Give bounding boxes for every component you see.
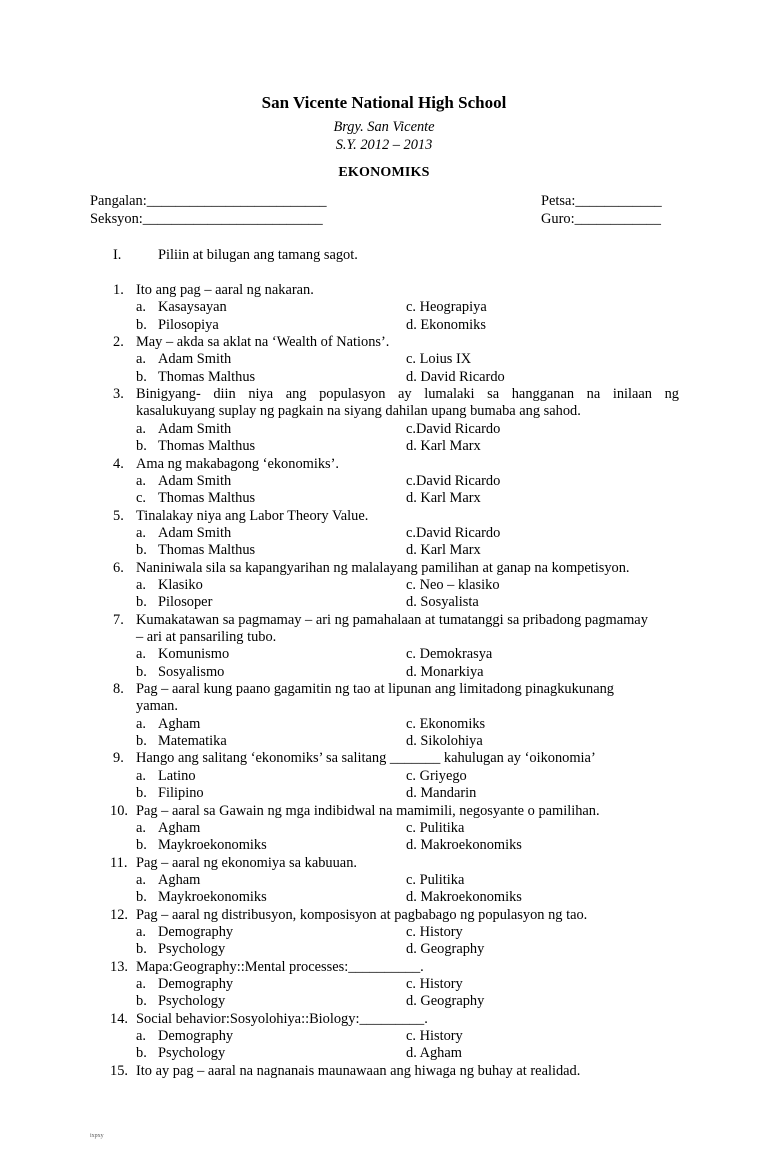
option-text: Klasiko (158, 576, 203, 593)
option-text: Thomas Malthus (158, 368, 256, 385)
option-right: d. Sosyalista (406, 594, 479, 611)
option-letter: a. (136, 923, 146, 940)
option-right: c. Demokrasya (406, 646, 493, 663)
option-right: d. Karl Marx (406, 438, 481, 455)
option-letter: a. (136, 1028, 146, 1045)
option-letter: b. (136, 837, 147, 854)
option-right: d. Geography (406, 941, 485, 958)
option-letter: a. (136, 472, 146, 489)
option-text: Demography (158, 1028, 234, 1045)
option-letter: b. (136, 663, 147, 680)
option-right: d. Geography (406, 993, 485, 1010)
option-letter: a. (136, 871, 146, 888)
option-letter: b. (136, 1045, 147, 1062)
instruction-numeral: I. (113, 247, 122, 263)
option-right: c.David Ricardo (406, 472, 501, 489)
question-text: Social behavior:Sosyolohiya::Biology:_________. (136, 1010, 428, 1027)
question-number: 14. (110, 1010, 128, 1027)
option-text: Demography (158, 923, 234, 940)
question-text: Tinalakay niya ang Labor Theory Value. (136, 507, 369, 524)
question-number: 6. (113, 559, 124, 576)
question-text: Hango ang salitang ‘ekonomiks’ sa salitang _______ kahulugan ay ‘oikonomia’ (136, 750, 596, 767)
option-text: Matematika (158, 733, 227, 750)
question-number: 11. (110, 854, 128, 871)
school-year: S.Y. 2012 – 2013 (335, 137, 433, 153)
instruction-text: Piliin at bilugan ang tamang sagot. (158, 247, 358, 263)
question-number: 12. (110, 906, 128, 923)
option-letter: a. (136, 767, 146, 784)
question-number: 8. (113, 681, 124, 698)
option-text: Agham (158, 715, 201, 732)
question-text: May – akda sa aklat na ‘Wealth of Nations’. (136, 334, 390, 351)
option-text: Pilosoper (158, 594, 213, 611)
option-letter: b. (136, 368, 147, 385)
option-letter: b. (136, 316, 147, 333)
option-text: Latino (158, 767, 196, 784)
option-text: Filipino (158, 785, 204, 802)
option-letter: a. (136, 420, 146, 437)
option-right: d. Karl Marx (406, 490, 481, 507)
option-right: c. Pulitika (406, 871, 465, 888)
option-letter: b. (136, 889, 147, 906)
option-right: d. Agham (406, 1045, 462, 1062)
option-right: c. Loius IX (406, 351, 472, 368)
option-letter: b. (136, 941, 147, 958)
option-letter: c. (136, 490, 146, 507)
option-text: Kasaysayan (158, 299, 227, 316)
option-right: d. Ekonomiks (406, 316, 486, 333)
option-right: d. Karl Marx (406, 542, 481, 559)
option-right: c. Heograpiya (406, 299, 487, 316)
subject-title: EKONOMIKS (338, 165, 430, 180)
option-right: c. History (406, 1028, 463, 1045)
option-text: Adam Smith (158, 420, 232, 437)
option-right: c. Pulitika (406, 819, 465, 836)
question-text: Binigyang- diin niya ang populasyon ay lumalaki sa hangganan na inilaan ng (136, 386, 679, 403)
option-letter: a. (136, 576, 146, 593)
option-letter: a. (136, 715, 146, 732)
option-letter: b. (136, 438, 147, 455)
footer-mark: ixpxy (90, 1133, 104, 1139)
option-text: Agham (158, 871, 201, 888)
option-text: Adam Smith (158, 472, 232, 489)
option-letter: b. (136, 785, 147, 802)
question-number: 5. (113, 507, 124, 524)
teacher-field: Guro:____________ (541, 211, 661, 227)
option-letter: a. (136, 299, 146, 316)
option-letter: b. (136, 542, 147, 559)
option-right: c. History (406, 976, 463, 992)
question-number: 1. (113, 282, 124, 298)
option-letter: a. (136, 819, 146, 836)
option-right: c. Neo – klasiko (406, 576, 500, 593)
question-text: Mapa:Geography::Mental processes:__________. (136, 958, 424, 975)
question-number: 4. (113, 455, 124, 472)
school-name: San Vicente National High School (261, 93, 507, 112)
option-letter: a. (136, 646, 146, 663)
option-text: Thomas Malthus (158, 490, 256, 507)
date-field: Petsa:____________ (541, 193, 662, 209)
option-letter: a. (136, 976, 146, 992)
option-letter: b. (136, 993, 147, 1010)
question-number: 15. (110, 1062, 128, 1079)
option-letter: b. (136, 594, 147, 611)
question-text: Ama ng makabagong ‘ekonomiks’. (136, 455, 340, 472)
option-right: d. Makroekonomiks (406, 889, 522, 906)
option-right: c. History (406, 923, 463, 940)
option-text: Thomas Malthus (158, 542, 256, 559)
option-text: Sosyalismo (158, 663, 225, 680)
question-text: – ari at pansariling tubo. (136, 629, 277, 645)
option-right: d. Mandarin (406, 785, 477, 802)
option-right: d. Monarkiya (406, 663, 484, 680)
question-number: 10. (110, 802, 128, 819)
option-letter: a. (136, 351, 146, 368)
question-number: 13. (110, 958, 128, 975)
question-text: kasalukuyang suplay ng pagkain na siyang dahilan upang bumaba ang sahod. (136, 403, 581, 420)
option-right: d. David Ricardo (406, 368, 505, 385)
option-text: Adam Smith (158, 351, 232, 368)
option-text: Agham (158, 819, 201, 836)
option-text: Psychology (158, 993, 226, 1010)
option-text: Thomas Malthus (158, 438, 256, 455)
question-text: Kumakatawan sa pagmamay – ari ng pamahalaan at tumatanggi sa pribadong pagmamay (136, 611, 648, 628)
question-text: Pag – aaral kung paano gagamitin ng tao at lipunan ang limitadong pinagkukunang (136, 681, 614, 698)
option-right: d. Makroekonomiks (406, 837, 522, 854)
barangay: Brgy. San Vicente (333, 119, 435, 135)
option-right: c. Griyego (406, 767, 467, 784)
name-field: Pangalan:_________________________ (90, 193, 327, 209)
option-letter: a. (136, 524, 146, 541)
option-text: Adam Smith (158, 524, 232, 541)
section-field: Seksyon:_________________________ (90, 211, 323, 227)
option-text: Maykroekonomiks (158, 837, 267, 854)
question-text: Ito ang pag – aaral ng nakaran. (136, 282, 314, 298)
option-right: d. Sikolohiya (406, 733, 483, 750)
question-number: 3. (113, 386, 124, 403)
question-text: Pag – aaral ng distribusyon, komposisyon at pagbabago ng populasyon ng tao. (136, 906, 588, 923)
option-text: Maykroekonomiks (158, 889, 267, 906)
option-text: Psychology (158, 941, 226, 958)
option-text: Demography (158, 976, 234, 992)
option-text: Psychology (158, 1045, 226, 1062)
question-number: 9. (113, 750, 124, 767)
question-number: 7. (113, 611, 124, 628)
option-text: Komunismo (158, 646, 230, 663)
option-text: Pilosopiya (158, 316, 219, 333)
option-right: c. Ekonomiks (406, 715, 486, 732)
option-right: c.David Ricardo (406, 420, 501, 437)
question-text: Ito ay pag – aaral na nagnanais maunawaan ang hiwaga ng buhay at realidad. (136, 1062, 581, 1079)
option-right: c.David Ricardo (406, 524, 501, 541)
option-letter: b. (136, 733, 147, 750)
question-text: yaman. (136, 698, 178, 715)
question-text: Naniniwala sila sa kapangyarihan ng malalayang pamilihan at ganap na kompetisyon. (136, 559, 630, 576)
question-text: Pag – aaral sa Gawain ng mga indibidwal na mamimili, negosyante o pamilihan. (136, 802, 600, 819)
question-text: Pag – aaral ng ekonomiya sa kabuuan. (136, 854, 357, 871)
question-number: 2. (113, 334, 124, 351)
